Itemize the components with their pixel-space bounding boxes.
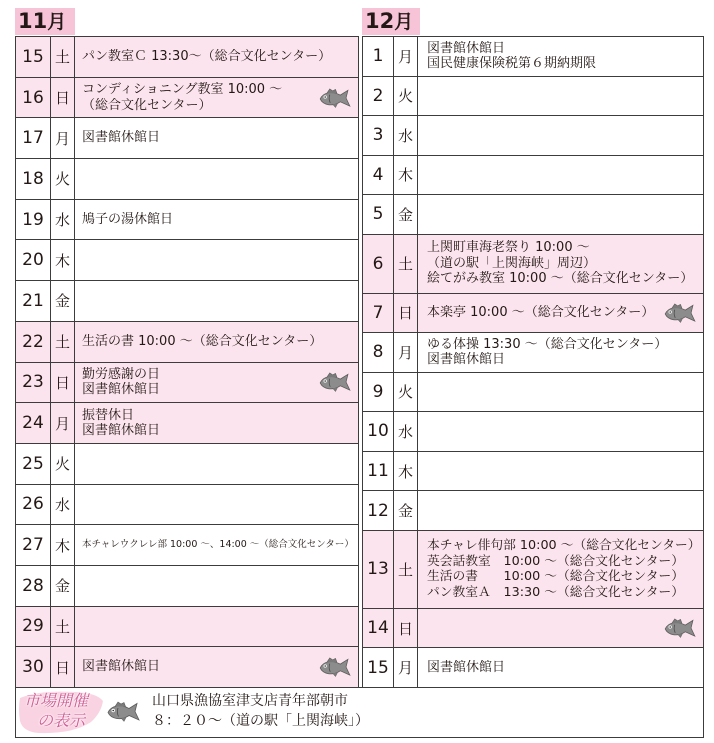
weekday: 火	[394, 373, 418, 412]
weekday: 金	[394, 491, 418, 530]
weekday: 木	[51, 240, 75, 280]
day-number: 2	[363, 77, 394, 116]
events-cell	[418, 491, 703, 530]
day-number: 7	[363, 294, 394, 333]
day-number: 6	[363, 235, 394, 293]
day-number: 26	[16, 485, 51, 525]
events-cell	[418, 333, 703, 372]
events-cell	[418, 452, 703, 491]
day-row	[16, 525, 358, 566]
day-row	[16, 647, 358, 687]
events-cell	[75, 118, 358, 158]
weekday: 木	[51, 525, 75, 565]
events-cell	[418, 37, 703, 76]
weekday: 月	[51, 403, 75, 443]
day-row	[16, 281, 358, 322]
weekday: 土	[51, 607, 75, 647]
weekday: 日	[51, 78, 75, 118]
day-row	[363, 195, 703, 235]
legend-label-line: 市場開催	[24, 691, 89, 710]
event-line: コンディショニング教室 10:00 ～	[82, 82, 283, 98]
month-unit: 月	[47, 11, 67, 33]
day-number: 8	[363, 333, 394, 372]
november-calendar	[15, 36, 359, 688]
weekday: 月	[394, 37, 418, 76]
events-cell	[75, 240, 358, 280]
day-row	[16, 403, 358, 444]
events-cell	[418, 609, 703, 648]
day-number: 30	[16, 647, 51, 687]
weekday: 水	[394, 116, 418, 155]
month-unit: 月	[394, 11, 414, 33]
event-line: 生活の書 10:00 ～（総合文化センター）	[82, 333, 323, 349]
market-time-place: ８：２０～（道の駅「上関海峡」）	[152, 713, 369, 729]
events-cell	[75, 485, 358, 525]
event-line: 図書館休館日	[82, 423, 161, 439]
day-number: 13	[363, 531, 394, 608]
legend-fish-slot	[106, 700, 142, 723]
event-line: 図書館休館日	[82, 130, 161, 146]
fish-icon	[318, 371, 353, 393]
day-number: 28	[16, 566, 51, 606]
weekday: 月	[394, 333, 418, 372]
day-row	[16, 485, 358, 526]
events-cell	[75, 363, 358, 403]
weekday: 火	[394, 77, 418, 116]
day-row	[363, 116, 703, 156]
events-cell	[75, 200, 358, 240]
events-cell	[75, 403, 358, 443]
legend-label-line: の表示	[37, 711, 86, 730]
day-row	[16, 240, 358, 281]
events-cell	[75, 525, 358, 565]
event-line: 本チャレ俳句部 10:00 ～（総合文化センター）	[427, 538, 701, 554]
day-row	[16, 566, 358, 607]
event-line: 本楽亭 10:00 ～（総合文化センター）	[427, 305, 655, 321]
weekday: 土	[394, 531, 418, 608]
day-row	[363, 452, 703, 492]
day-number: 10	[363, 412, 394, 451]
events-cell	[418, 77, 703, 116]
event-line: 生活の書 10:00 ～（総合文化センター）	[427, 569, 685, 585]
month-number: 12	[365, 9, 395, 33]
event-line: 図書館休館日	[82, 659, 161, 675]
event-line: 鳩子の湯休館日	[82, 211, 174, 227]
day-row	[363, 373, 703, 413]
events-cell	[418, 373, 703, 412]
day-row	[363, 531, 703, 609]
weekday: 火	[51, 444, 75, 484]
events-cell	[75, 444, 358, 484]
event-line: ゆる体操 13:30 ～（総合文化センター）	[427, 336, 668, 352]
weekday: 金	[51, 281, 75, 321]
day-number: 12	[363, 491, 394, 530]
day-row	[16, 322, 358, 363]
fish-icon	[318, 656, 353, 678]
day-row	[16, 444, 358, 485]
weekday: 水	[394, 412, 418, 451]
weekday: 月	[51, 118, 75, 158]
day-number: 11	[363, 452, 394, 491]
events-cell	[75, 607, 358, 647]
weekday: 金	[51, 566, 75, 606]
month-header-november	[15, 8, 75, 35]
weekday: 土	[51, 322, 75, 362]
weekday: 木	[394, 156, 418, 195]
day-row	[363, 156, 703, 196]
day-number: 3	[363, 116, 394, 155]
weekday: 土	[51, 37, 75, 77]
day-row	[363, 412, 703, 452]
events-cell	[418, 412, 703, 451]
day-number: 5	[363, 195, 394, 234]
weekday: 木	[394, 452, 418, 491]
day-row	[16, 37, 358, 78]
day-number: 15	[16, 37, 51, 77]
market-legend	[15, 687, 704, 738]
day-row	[16, 200, 358, 241]
day-number: 4	[363, 156, 394, 195]
market-name: 山口県漁協室津支店青年部朝市	[152, 693, 348, 709]
events-cell	[418, 648, 703, 687]
day-row	[363, 77, 703, 117]
fish-icon	[318, 87, 353, 109]
fish-icon	[663, 617, 698, 639]
day-number: 19	[16, 200, 51, 240]
event-line: （総合文化センター）	[82, 97, 212, 113]
event-line: 絵てがみ教室 10:00 ～（総合文化センター）	[427, 271, 694, 287]
day-row	[363, 491, 703, 531]
day-row	[363, 294, 703, 334]
events-cell	[75, 281, 358, 321]
event-line: 上関町車海老祭り 10:00 ～	[427, 240, 590, 256]
day-number: 20	[16, 240, 51, 280]
weekday: 土	[394, 235, 418, 293]
events-cell	[418, 195, 703, 234]
day-row	[16, 78, 358, 119]
day-number: 27	[16, 525, 51, 565]
events-cell	[418, 294, 703, 333]
weekday: 日	[394, 609, 418, 648]
weekday: 水	[51, 200, 75, 240]
day-row	[16, 363, 358, 404]
events-cell	[75, 78, 358, 118]
event-line: 勤労感謝の日	[82, 366, 161, 382]
events-cell	[418, 531, 703, 608]
legend-text	[152, 691, 369, 731]
weekday: 火	[51, 159, 75, 199]
event-line: 図書館休館日	[82, 382, 161, 398]
weekday: 日	[394, 294, 418, 333]
event-line: 図書館休館日	[427, 659, 506, 675]
day-number: 18	[16, 159, 51, 199]
day-number: 24	[16, 403, 51, 443]
event-line: 本チャレウクレレ部 10:00 ～、14:00 ～（総合文化センター）	[82, 539, 354, 551]
events-cell	[418, 156, 703, 195]
event-line: 振替休日	[82, 407, 135, 423]
day-number: 23	[16, 363, 51, 403]
events-cell	[75, 322, 358, 362]
event-line: 図書館休館日	[427, 40, 506, 56]
events-cell	[418, 116, 703, 155]
events-cell	[75, 37, 358, 77]
day-number: 15	[363, 648, 394, 687]
event-line: パン教室Ｃ 13:30～（総合文化センター）	[82, 49, 332, 65]
day-number: 9	[363, 373, 394, 412]
events-cell	[75, 647, 358, 687]
events-cell	[75, 159, 358, 199]
day-number: 25	[16, 444, 51, 484]
day-number: 21	[16, 281, 51, 321]
day-row	[363, 333, 703, 373]
event-line: パン教室Ａ 13:30 ～（総合文化センター）	[427, 584, 685, 600]
event-line: 図書館休館日	[427, 352, 506, 368]
day-row	[363, 37, 703, 77]
events-cell	[418, 235, 703, 293]
day-number: 22	[16, 322, 51, 362]
event-line: 国民健康保険税第６期納期限	[427, 56, 597, 72]
day-row	[16, 118, 358, 159]
day-row	[363, 235, 703, 294]
fish-icon	[106, 700, 142, 723]
weekday: 日	[51, 363, 75, 403]
day-number: 14	[363, 609, 394, 648]
day-number: 16	[16, 78, 51, 118]
fish-icon	[663, 302, 698, 324]
day-row	[16, 159, 358, 200]
day-row	[16, 607, 358, 648]
weekday: 水	[51, 485, 75, 525]
day-number: 29	[16, 607, 51, 647]
month-number: 11	[18, 9, 48, 33]
weekday: 金	[394, 195, 418, 234]
day-row	[363, 648, 703, 687]
event-line: 英会話教室 10:00 ～（総合文化センター）	[427, 553, 685, 569]
day-row	[363, 609, 703, 649]
month-header-december	[362, 8, 420, 35]
day-number: 1	[363, 37, 394, 76]
december-calendar	[362, 36, 704, 688]
day-number: 17	[16, 118, 51, 158]
events-cell	[75, 566, 358, 606]
weekday: 月	[394, 648, 418, 687]
event-line: （道の駅「上関海峡」周辺）	[427, 255, 597, 271]
weekday: 日	[51, 647, 75, 687]
